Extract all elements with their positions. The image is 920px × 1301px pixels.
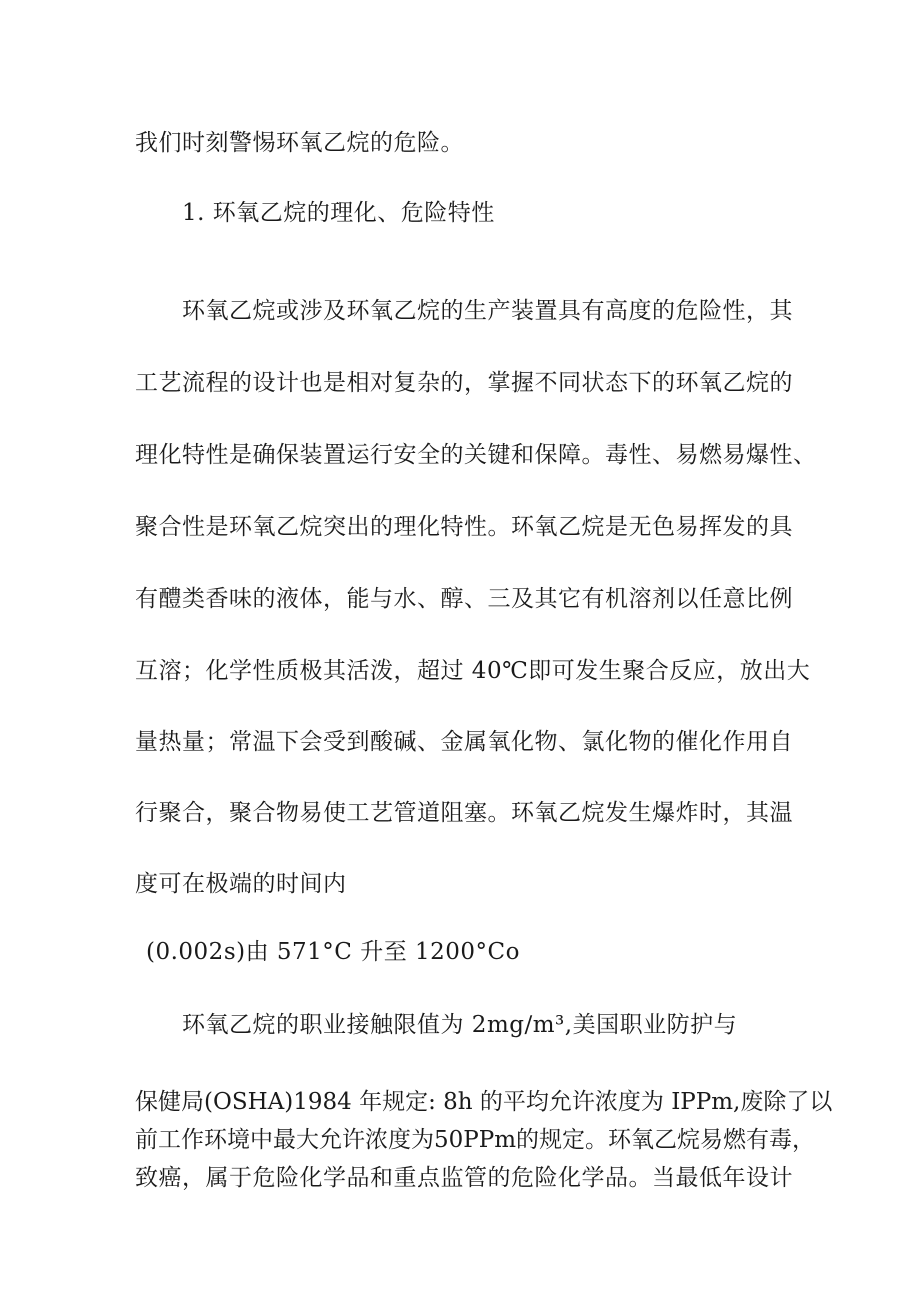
paragraph-line-3: 环氧乙烷或涉及环氧乙烷的生产装置具有高度的危险性，其	[182, 298, 793, 324]
paragraph-line-9: 量热量；常温下会受到酸碱、金属氧化物、氯化物的催化作用自	[135, 729, 793, 755]
paragraph-line-6: 聚合性是环氧乙烷突出的理化特性。环氧乙烷是无色易挥发的具	[135, 514, 793, 540]
paragraph-line-11: 度可在极端的时间内	[135, 871, 347, 897]
paragraph-line-13: 环氧乙烷的职业接触限值为 2mg∕m³,美国职业防护与	[182, 1012, 738, 1038]
paragraph-line-15: 前工作环境中最大允许浓度为50PPm的规定。环氧乙烷易燃有毒，	[135, 1127, 816, 1153]
paragraph-line-10: 行聚合，聚合物易使工艺管道阻塞。环氧乙烷发生爆炸时，其温	[135, 800, 793, 826]
paragraph-line-14: 保健局(OSHA)1984 年规定: 8h 的平均允许浓度为 IPPm,废除了以	[135, 1089, 833, 1115]
paragraph-line-4: 工艺流程的设计也是相对复杂的，掌握不同状态下的环氧乙烷的	[135, 370, 793, 396]
paragraph-line-5: 理化特性是确保装置运行安全的关键和保障。毒性、易燃易爆性、	[135, 442, 817, 468]
paragraph-line-1: 我们时刻警惕环氧乙烷的危险。	[135, 130, 464, 156]
paragraph-line-8: 互溶；化学性质极其活泼，超过 40℃即可发生聚合反应，放出大	[135, 658, 811, 684]
section-heading: 1. 环氧乙烷的理化、危险特性	[182, 200, 495, 226]
paragraph-line-16: 致癌，属于危险化学品和重点监管的危险化学品。当最低年设计	[135, 1165, 793, 1191]
paragraph-line-7: 有醴类香味的液体，能与水、醇、三及其它有机溶剂以任意比例	[135, 586, 793, 612]
paragraph-line-12: (0.002s)由 571°C 升至 1200°Co	[146, 939, 521, 965]
